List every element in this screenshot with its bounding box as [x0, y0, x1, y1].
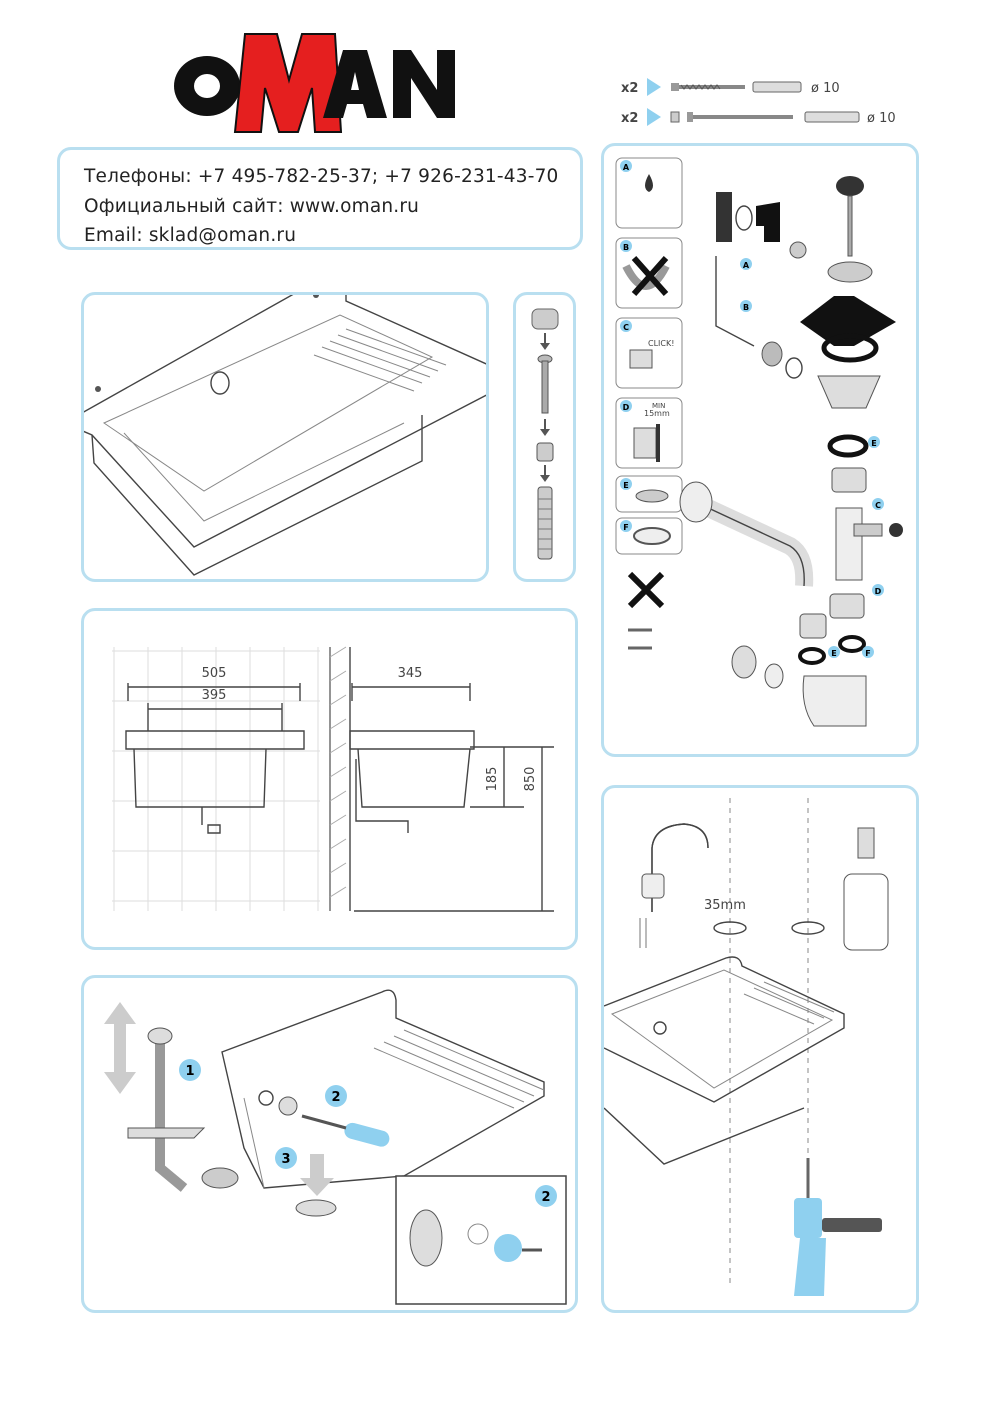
washer-icon [671, 112, 679, 122]
dowel-icon [538, 487, 552, 559]
step-3: 3 [281, 1152, 291, 1167]
min-value: 15mm [644, 409, 670, 418]
legend-f: F [623, 523, 629, 532]
qty-label-1: x2 [621, 81, 639, 96]
faucet-icon [640, 824, 708, 948]
diameter-label-2: ø 10 [867, 111, 896, 126]
drill-icon [794, 1158, 882, 1296]
cross-icon [630, 574, 662, 606]
sink-illustration [84, 295, 486, 579]
legend-d: D [622, 403, 630, 412]
screw-icon [687, 112, 793, 122]
arrow-icon [647, 78, 661, 96]
detail-inset [396, 1176, 566, 1304]
dim-345: 345 [397, 666, 423, 681]
part-b: B [742, 303, 750, 312]
part-c: C [875, 501, 881, 510]
step-2-detail: 2 [541, 1190, 551, 1205]
logo-mark [174, 34, 455, 132]
part-e: E [871, 439, 877, 448]
washer-icon [537, 443, 553, 461]
dimensions-drawing [84, 611, 575, 947]
legend-c: C [623, 323, 629, 332]
part-f: F [865, 649, 871, 658]
part-d: D [874, 587, 882, 596]
faucet-installation-panel [601, 785, 919, 1313]
click-label: CLICK! [648, 339, 675, 348]
contact-box [57, 147, 583, 250]
phones-text: Телефоны: +7 495-782-25-37; +7 926-231-43-70 [84, 166, 559, 187]
dim-395: 395 [201, 688, 227, 703]
screwdriver-icon [628, 630, 652, 648]
screw-icon [671, 83, 745, 91]
installation-steps-panel [81, 975, 578, 1313]
min-label: MIN [652, 402, 666, 410]
dim-850: 850 [523, 766, 538, 792]
oman-logo [165, 28, 475, 136]
dowel-icon [753, 82, 801, 92]
dim-line-345 [352, 683, 470, 701]
up-down-arrow-icon [104, 1002, 136, 1094]
diameter-label-1: ø 10 [811, 81, 840, 96]
down-arrow-icon [300, 1154, 334, 1196]
qty-label-2: x2 [621, 111, 639, 126]
offset-label: 35mm [704, 898, 746, 913]
hardware-legend [615, 72, 915, 134]
dimensions-panel [81, 608, 578, 950]
website-text: Официальный сайт: www.oman.ru [84, 195, 420, 217]
legend-e: E [623, 481, 629, 490]
email-text: Email: sklad@oman.ru [84, 225, 297, 246]
soap-dispenser-icon [844, 828, 888, 950]
screwdriver-icon [302, 1116, 391, 1148]
wall-section [330, 647, 350, 911]
fixing-sequence-illustration [516, 295, 573, 579]
legend-a: A [622, 163, 630, 172]
dim-line-395 [148, 703, 282, 731]
legend-cards [616, 158, 682, 648]
drain-assembly-drawing [604, 146, 916, 754]
legend-b: B [622, 243, 630, 252]
sink-overview-panel [81, 292, 489, 582]
dim-505: 505 [201, 666, 227, 681]
arrow-icon [647, 108, 661, 126]
part-e-2: E [831, 649, 837, 658]
faucet-installation-drawing [604, 788, 916, 1310]
water-drop-icon [645, 174, 653, 192]
step-1: 1 [185, 1064, 195, 1079]
drain-assembly-panel [601, 143, 919, 757]
dowel-icon [805, 112, 859, 122]
fixing-sequence-panel [513, 292, 576, 582]
step-2: 2 [331, 1090, 341, 1105]
cap-icon [532, 309, 558, 329]
dim-185: 185 [485, 766, 500, 792]
installation-steps-drawing [84, 978, 575, 1310]
part-a: A [742, 261, 750, 270]
screw-icon [538, 355, 552, 413]
drain-parts [680, 176, 903, 726]
